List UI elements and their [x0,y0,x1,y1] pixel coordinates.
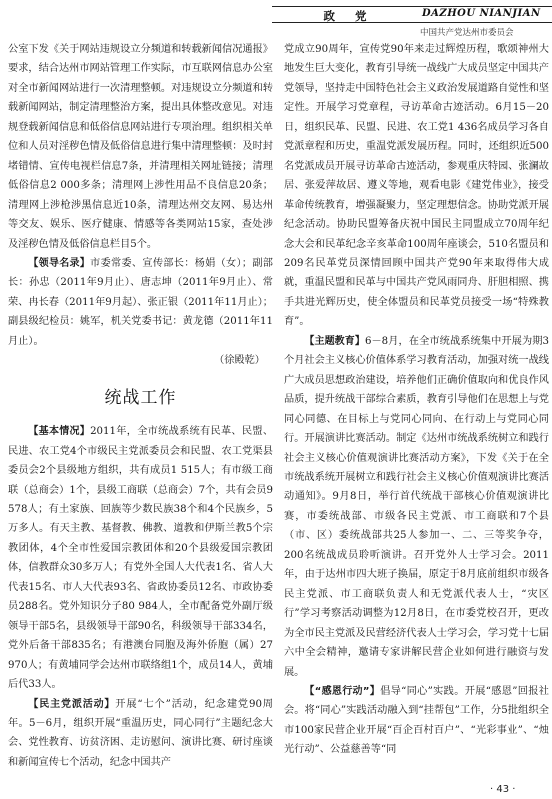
paragraph-leaders [8,254,273,351]
democratic-parties-heading: 【民主党派活动】 [28,698,116,710]
section-name: 政 党 [323,9,375,23]
right-column [284,40,549,760]
paragraph-basic-info [8,422,273,694]
page-header [0,0,552,40]
basic-info-text: 2011年，全市统战系统有民革、民盟、民进、农工党4个市级民主党派委员会和民盟、农工党渠县委员会2个县级地方组织，共有成员1 515人；有市级工商联（总商会）1个，县级工商联（总商会）7个，共有会员9 578人；有土家族、回族等少数民族38个和4个民族乡，5万多人。有天主教、基督教、佛教、道教和伊斯兰教5个宗教团体，4个全市性爱国宗教团体和20个县级爱国宗教团体，信教群众30多万人；有党外全国人大代表1名、省人大代表15名、市人大代表93名、省政协委员12名、市政协委员288名。党外知识分子80 984人，全市配备党外副厅级领导干部5名，县级领导干部90名，科级领导干部334名，党外后备干部835名；有港澳台同胞及海外侨胞（属）27 970人；有黄埔同学会达州市联络组1个，成员14人，黄埔后代33人。 [8,426,274,691]
leaders-text: 市委常委、宣传部长：杨娟（女）；副部长：孙忠（2011年9月止）、唐志坤（2011年9月止）、常荣、冉长春（2011年9月起）、张正银（2011年11月止）；副县级纪检员：姚军，机关党委书记：黄龙德（2011年11月止）。 [8,257,273,347]
gratitude-action-text: 倡导“同心”实践。开展“感恩”回报社会。将“同心”实践活动融入到“挂帮包”工作，分5批组织全市100家民营企业开展“百企百村百户”、“光彩事业”、“烛光行动”、公益慈善等“同 [284,685,549,756]
paragraph-theme-education [284,332,549,682]
leaders-heading: 【领导名录】 [28,257,91,269]
page-number: · 43 · [490,784,516,795]
yearbook-title: DAZHOU NIANJIAN [422,8,541,19]
theme-education-text: 6－8月，在全市统战系统集中开展为期3个月社会主义核心价值体系学习教育活动，加强对统一战线广大成员思想政治建设，培养他们正确价值取向和优良作风品质，提升统战干部综合素质，教育引导他们在思想上与党同心同德、在目标上与党同心同向、在行动上与党同心同行。开展演讲比赛活动。制定《达州市统战系统树立和践行社会主义核心价值观演讲比赛活动方案》，下发《关于在全市统战系统开展树立和践行社会主义核心价值观演讲比赛活动通知》。9月8日，举行首代统战干部核心价值观演讲比赛，市委统战部、市级各民主党派、市工商联和7个县（市、区）委统战部共25人参加一、二、三等奖争夺，200名统战成员聆听演讲。召开党外人士学习会。2011年，由于达州市四大班子换届，原定于8月底前组织市级各民主党派、市工商联负责人和无党派代表人士，“灾区行”学习考察活动调整为12月8日，在市委党校召开，更改为全市民主党派及民营经济代表人士学习会，学习党十七届六中全会精神，邀请专家讲解民营企业如何进行融资与发展。 [284,335,549,678]
header-subtitle: 中国共产党达州市委员会 [420,28,514,38]
paragraph-internet-cleanup: 公室下发《关于网站违规设立分频道和转载新闻信况通报》要求，结合达州市网站管理工作实际，市互联网信息办公室对全市新闻网站进行一次清理整顿。对违规设立分频道和转载新闻网站，制定清理整治方案，提出具体整改意见。对违规登载新闻信息和低俗信息网站进行专项治理。组织相关单位和人员对淫秽色情及低俗信息进行集中清理整顿：及时封堵错情、宣传电视栏信息7条，并清理相关网址链接；清理低俗信息2 000多条；清理网上涉性用品不良信息20条；清理网上涉枪涉黑信息近10条，清理达州交友网、易达州等交友、娱乐、医疗健康、情感等各类网站15家，查处涉及淫秽色情及低俗信息栏目5个。 [8,44,273,250]
democratic-parties-text: 开展“七个”活动，纪念建党90周年。5－6月，组织开展“重温历史，同心同行”主题纪念大会、党性教育、访贫济困、走访慰问、演讲比赛、研讨座谈和新闻宣传七个活动，纪念中国共产 [8,698,273,768]
header-band [272,6,552,23]
paragraph-gratitude-action [284,682,549,760]
basic-info-heading: 【基本情况】 [28,426,91,438]
paragraph-democratic-parties [8,695,273,773]
gratitude-action-heading: 【“感恩行动”】 [304,685,381,697]
section-title: 统战工作 [104,387,177,408]
author-signature: （徐殿乾） [214,355,265,367]
theme-education-heading: 【主题教育】 [304,335,365,347]
left-column [8,40,273,772]
paragraph-anniversary: 党成立90周年，宣传党90年来走过辉煌历程，歌颂神州大地发生巨大变化，教育引导统一战线广大成员坚定中国共产党领导，坚持走中国特色社会主义政治发展道路自觉性和坚定性。开展学习党章程，寻访革命古迹活动。6月15－20日，组织民革、民盟、民进、农工党1 436名成员学习各自党派章程和历史，重温党派发展历程。同时，还组织近500名党派成员开展寻访革命古迹活动，参观重庆特园、张澜故居、张爱萍故居、遵义等地，观看电影《建党伟业》，接受革命传统教育，增强凝聚力，坚定理想信念。协助党派开展纪念活动。协助民盟筹备庆祝中国民主同盟成立70周年纪念大会和民革纪念辛亥革命100周年座谈会，510名盟员和209名民革党员深情回顾中国共产党90年来取得伟大成就，重温民盟和民革与中国共产党风雨同舟、肝胆相照、携手共进光辉历史，使全体盟员和民革党员接受一场“特殊教育”。 [284,44,549,328]
